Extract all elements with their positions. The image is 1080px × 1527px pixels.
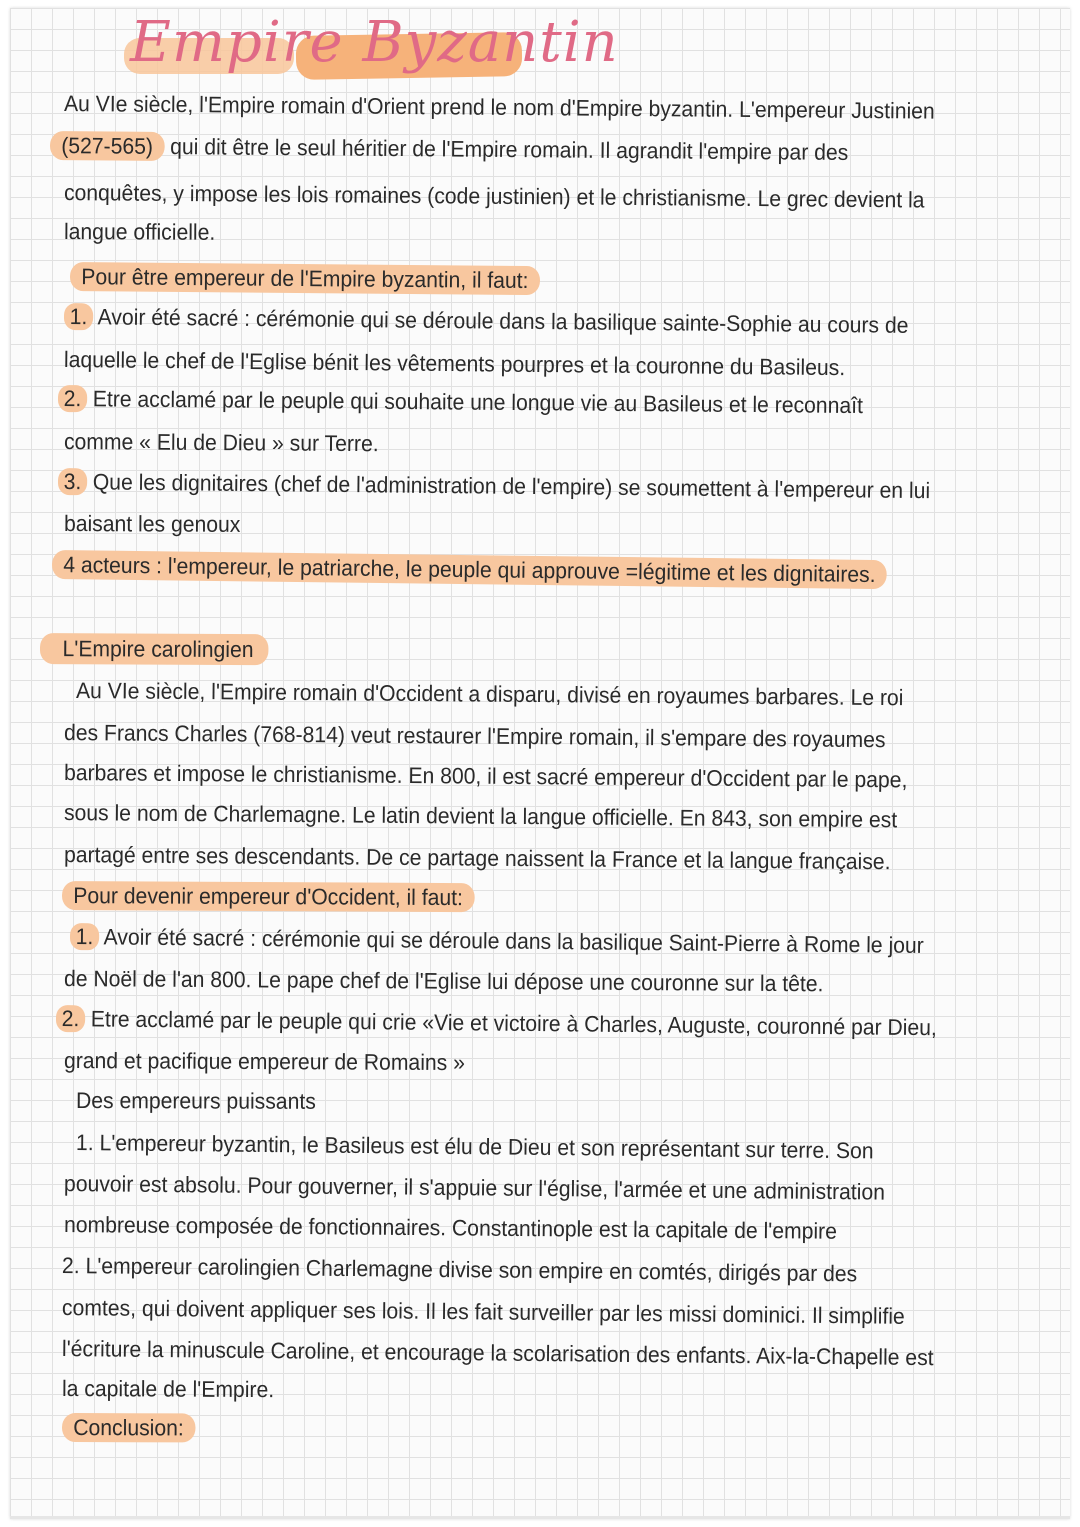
text-line: des Francs Charles (768-814) veut restaurer l'Empire romain, il s'empare des royaumes [63,720,886,753]
text-line: comme « Elu de Dieu » sur Terre. [63,429,379,457]
text-line: Au VIe siècle, l'Empire romain d'Occident a disparu, divisé en royaumes barbares. Le roi [75,678,904,711]
heading-highlight: Pour être empereur de l'Empire byzantin, il faut: [70,262,540,295]
list-number: 3. [58,468,87,495]
list-text: Etre acclamé par le peuple qui crie «Vie et victoire à Charles, Auguste, couronné par Dieu, [90,1006,937,1041]
text-line: partagé entre ses descendants. De ce partage naissent la France et la langue française. [63,842,891,875]
heading-highlight: L'Empire carolingien [40,633,269,665]
summary-highlight: 4 acteurs : l'empereur, le patriarche, le peuple qui approuve =légitime et les dignitaires. [52,550,887,589]
list-text: Avoir été sacré : cérémonie qui se déroule dans la basilique sainte-Sophie au cours de [97,304,909,338]
text-line: 1. L'empereur byzantin, le Basileus est élu de Dieu et son représentant sur terre. Son [75,1130,874,1164]
text-line: nombreuse composée de fonctionnaires. Constantinople est la capitale de l'empire [63,1212,838,1244]
text-line: baisant les genoux [63,511,241,537]
list-number: 2. [56,1005,85,1032]
text-line: langue officielle. [63,219,216,245]
title-block [120,8,619,93]
text-line: comtes, qui doivent appliquer ses lois. Il les fait surveiller par les missi dominici. Il simplifie [61,1295,905,1329]
text-line: l'écriture la minuscule Caroline, et encourage la scolarisation des enfants. Aix-la-Chapelle est [61,1336,934,1371]
section-heading [70,262,540,296]
text-line: de Noël de l'an 800. Le pape chef de l'Eglise lui dépose une couronne sur la tête. [63,966,824,997]
list-text: Avoir été sacré : cérémonie qui se déroule dans la basilique Saint-Pierre à Rome le jour [103,924,924,958]
text-line: grand et pacifique empereur de Romains » [63,1048,465,1076]
list-text: Que les dignitaires (chef de l'administration de l'empire) se soumettent à l'empereur en lui [92,469,931,504]
page-title: Empire Byzantin [130,10,619,75]
conclusion-heading [62,1413,195,1443]
text-line: conquêtes, y impose les lois romaines (code justinien) et le christianisme. Le grec devient la [63,180,925,213]
text-line: Au VIe siècle, l'Empire romain d'Orient prend le nom d'Empire byzantin. L'empereur Justinien [63,91,935,124]
section-heading: Des empereurs puissants [75,1088,316,1114]
date-highlight: (527-565) [50,131,165,161]
text-line: la capitale de l'Empire. [61,1376,275,1403]
text-fragment: qui dit être le seul héritier de l'Empire romain. Il agrandit l'empire par des [170,134,849,165]
text-line: barbares et impose le christianisme. En 800, il est sacré empereur d'Occident par le pape, [63,760,908,793]
section-heading [40,634,269,665]
list-number: 1. [64,303,93,330]
text-line: laquelle le chef de l'Eglise bénit les vêtements pourpres et la couronne du Basileus. [63,347,846,381]
list-text: Etre acclamé par le peuple qui souhaite une longue vie au Basileus et le reconnaît [92,386,864,419]
section-heading [62,881,474,913]
text-line: 2. L'empereur carolingien Charlemagne divise son empire en comtés, dirigés par des [61,1253,858,1287]
heading-highlight: Pour devenir empereur d'Occident, il faut: [62,881,474,912]
list-number: 1. [70,923,99,950]
text-line: sous le nom de Charlemagne. Le latin devient la langue officielle. En 843, son empire est [63,800,898,833]
list-number: 2. [58,385,87,412]
text-line: pouvoir est absolu. Pour gouverner, il s'appuie sur l'église, l'armée et une administration [63,1171,886,1205]
heading-highlight: Conclusion: [62,1413,195,1442]
